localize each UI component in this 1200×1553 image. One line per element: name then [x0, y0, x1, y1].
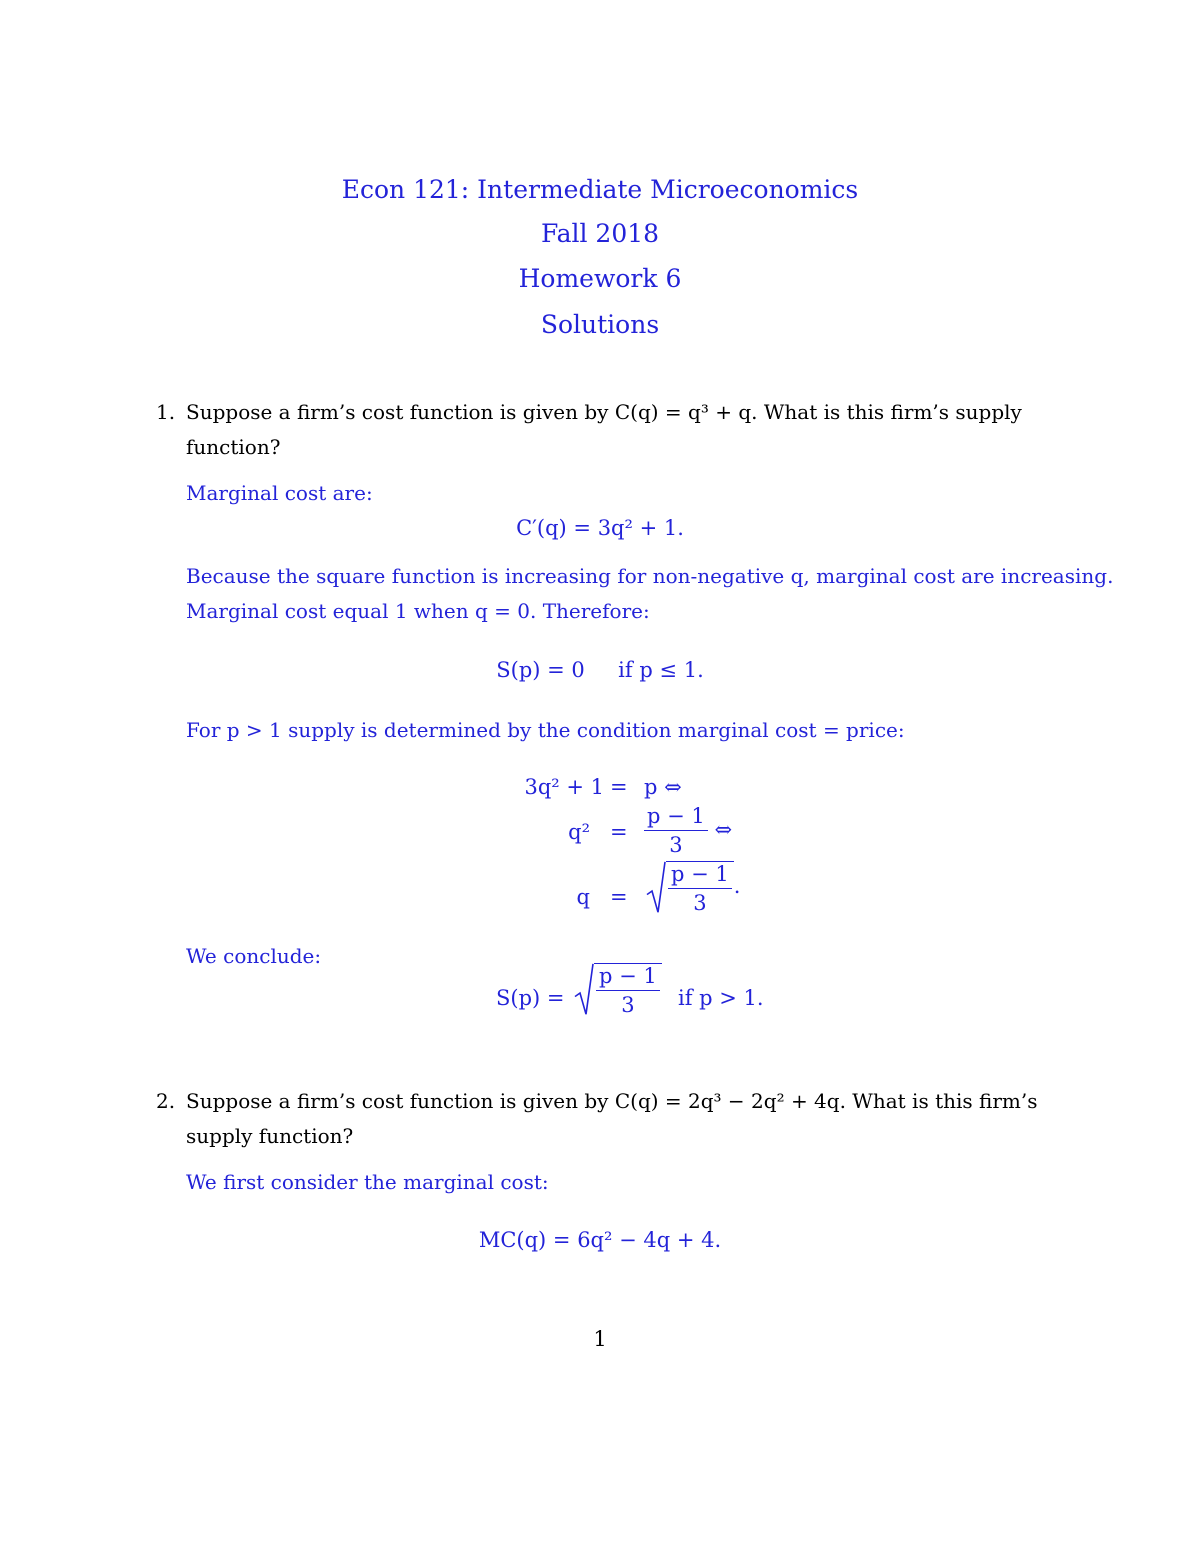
deriv-l1-lhs: 3q² + 1 [524, 775, 604, 799]
q2-question-line2: supply function? [186, 1124, 354, 1148]
deriv-l1-rhs: p ⇔ [644, 775, 682, 799]
assignment: Homework 6 [518, 264, 682, 293]
q2-number: 2. [156, 1089, 176, 1113]
q2-question-line1: Suppose a firm’s cost function is given by C(q) = 2q³ − 2q² + 4q. What is this firm’s [186, 1089, 1038, 1113]
deriv-l1-rel: = [610, 775, 628, 799]
q1-final-condition: if p > 1. [678, 986, 764, 1010]
final-sqrt [574, 963, 662, 1016]
deriv-l2-rhs [644, 806, 732, 856]
q2-mc-equation: MC(q) = 6q² − 4q + 4. [478, 1228, 722, 1252]
page-number: 1 [593, 1327, 607, 1351]
deriv-l3-rel: = [610, 885, 628, 909]
course-title: Econ 121: Intermediate Microeconomics [341, 175, 859, 204]
radical-icon [574, 963, 594, 1016]
deriv-l2-denominator: 3 [669, 833, 683, 857]
q1-reason-line1: Because the square function is increasing for non-negative q, marginal cost are increasing. [186, 564, 1114, 588]
final-fraction [596, 966, 660, 1016]
deriv-l3-rhs [646, 861, 740, 914]
deriv-l3-sqrt [646, 861, 734, 914]
deriv-l2-tail: ⇔ [714, 817, 733, 842]
q1-reason-line2: Marginal cost equal 1 when q = 0. Therefore: [186, 599, 650, 623]
doc-kind: Solutions [540, 310, 660, 339]
q1-final-rhs [574, 963, 662, 1016]
deriv-l2-rel: = [610, 820, 628, 844]
q1-mc-equation: C′(q) = 3q² + 1. [516, 516, 684, 540]
deriv-l3-lhs: q [576, 885, 590, 909]
radical-icon [646, 861, 666, 914]
q2-intro: We first consider the marginal cost: [186, 1170, 549, 1194]
deriv-l2-fraction [644, 806, 708, 856]
deriv-l2-numerator: p − 1 [644, 806, 708, 831]
final-numerator: p − 1 [596, 966, 660, 991]
q1-supply-low: S(p) = 0 if p ≤ 1. [496, 658, 704, 682]
deriv-l3-tail: . [733, 874, 741, 898]
q1-question-line1: Suppose a firm’s cost function is given by C(q) = q³ + q. What is this firm’s supply [186, 400, 1022, 424]
deriv-l3-fraction [668, 864, 732, 914]
final-denominator: 3 [621, 993, 635, 1017]
q1-mc-intro: Marginal cost are: [186, 481, 373, 505]
q1-conclude: We conclude: [186, 944, 322, 968]
deriv-l3-denominator: 3 [693, 891, 707, 915]
q1-number: 1. [156, 400, 176, 424]
q1-question-line2: function? [186, 435, 281, 459]
q1-condition: For p > 1 supply is determined by the condition marginal cost = price: [186, 718, 905, 742]
deriv-l2-lhs: q² [568, 820, 590, 844]
deriv-l3-numerator: p − 1 [668, 864, 732, 889]
q1-final-lhs: S(p) = [496, 986, 565, 1010]
term: Fall 2018 [540, 219, 660, 248]
